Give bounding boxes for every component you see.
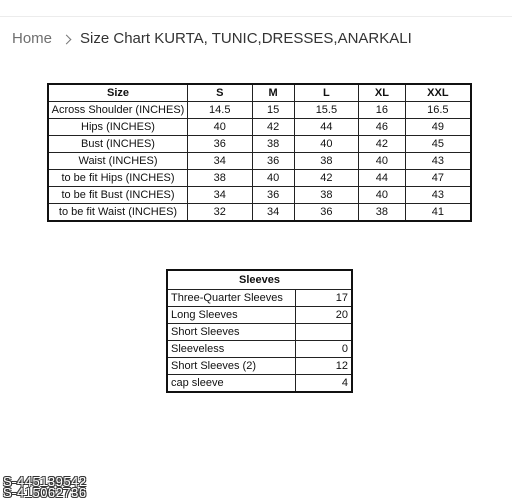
size-chart-cell: 45 <box>405 136 471 153</box>
sleeves-header-row <box>167 270 352 290</box>
size-chart-measurement-label: Hips (INCHES) <box>48 119 188 136</box>
size-chart-cell: 40 <box>359 187 406 204</box>
sleeve-type-label: Short Sleeves <box>167 324 296 341</box>
size-chart-cell: 42 <box>359 136 406 153</box>
size-chart-cell: 38 <box>188 170 253 187</box>
sleeve-count: 20 <box>296 307 353 324</box>
sleeves-table <box>166 269 353 393</box>
size-chart-cell: 47 <box>405 170 471 187</box>
sleeve-count: 4 <box>296 375 353 393</box>
size-chart-measurement-label: Across Shoulder (INCHES) <box>48 102 188 119</box>
size-chart-cell: 34 <box>188 187 253 204</box>
top-divider <box>0 16 512 17</box>
table-row <box>167 290 352 307</box>
size-chart-table <box>47 83 472 222</box>
size-chart-cell: 34 <box>252 204 294 222</box>
size-chart-cell: 15 <box>252 102 294 119</box>
size-chart-cell: 38 <box>294 153 359 170</box>
size-chart-header-cell: XL <box>359 84 406 102</box>
size-chart-measurement-label: Bust (INCHES) <box>48 136 188 153</box>
size-chart-cell: 36 <box>188 136 253 153</box>
size-chart-measurement-label: to be fit Waist (INCHES) <box>48 204 188 222</box>
sleeve-type-label: Sleeveless <box>167 341 296 358</box>
size-chart-header-cell: M <box>252 84 294 102</box>
table-row <box>48 170 471 187</box>
size-chart-cell: 38 <box>359 204 406 222</box>
size-chart-header-cell: XXL <box>405 84 471 102</box>
table-row <box>48 153 471 170</box>
table-row <box>167 307 352 324</box>
chevron-right-icon <box>62 34 72 44</box>
size-chart-cell: 40 <box>252 170 294 187</box>
size-chart-measurement-label: to be fit Hips (INCHES) <box>48 170 188 187</box>
size-chart-cell: 40 <box>294 136 359 153</box>
table-row <box>48 187 471 204</box>
size-chart-cell: 15.5 <box>294 102 359 119</box>
size-chart-cell: 32 <box>188 204 253 222</box>
sleeve-count <box>296 324 353 341</box>
size-chart-cell: 44 <box>359 170 406 187</box>
table-row <box>48 119 471 136</box>
sleeve-count: 17 <box>296 290 353 307</box>
size-chart-cell: 16.5 <box>405 102 471 119</box>
size-chart-cell: 43 <box>405 153 471 170</box>
table-row <box>48 204 471 222</box>
watermark-id-2: S-415062736 <box>3 485 87 500</box>
sleeve-type-label: Short Sleeves (2) <box>167 358 296 375</box>
size-chart-cell: 34 <box>188 153 253 170</box>
size-chart-cell: 16 <box>359 102 406 119</box>
sleeve-count: 0 <box>296 341 353 358</box>
size-chart-measurement-label: Waist (INCHES) <box>48 153 188 170</box>
sleeves-title: Sleeves <box>167 270 352 290</box>
table-row <box>48 102 471 119</box>
sleeve-type-label: Three-Quarter Sleeves <box>167 290 296 307</box>
size-chart-cell: 44 <box>294 119 359 136</box>
size-chart-cell: 43 <box>405 187 471 204</box>
table-row <box>167 375 352 393</box>
size-chart-cell: 40 <box>188 119 253 136</box>
size-chart-cell: 36 <box>252 187 294 204</box>
size-chart-cell: 38 <box>252 136 294 153</box>
breadcrumb-current-page: Size Chart KURTA, TUNIC,DRESSES,ANARKALI <box>80 30 412 47</box>
breadcrumb-home-link[interactable]: Home <box>12 30 53 47</box>
size-chart-cell: 46 <box>359 119 406 136</box>
size-chart-cell: 40 <box>359 153 406 170</box>
size-chart-cell: 36 <box>252 153 294 170</box>
size-chart-cell: 36 <box>294 204 359 222</box>
size-chart-cell: 41 <box>405 204 471 222</box>
watermark-id-1: S-445139542 <box>3 474 87 489</box>
size-chart-header-cell: L <box>294 84 359 102</box>
size-chart-measurement-label: to be fit Bust (INCHES) <box>48 187 188 204</box>
size-chart-cell: 14.5 <box>188 102 253 119</box>
table-row <box>48 136 471 153</box>
size-chart-cell: 38 <box>294 187 359 204</box>
size-chart-header-cell: Size <box>48 84 188 102</box>
table-row <box>167 341 352 358</box>
sleeve-type-label: Long Sleeves <box>167 307 296 324</box>
size-chart-header-cell: S <box>188 84 253 102</box>
size-chart-cell: 49 <box>405 119 471 136</box>
breadcrumb <box>12 29 412 49</box>
table-row <box>167 358 352 375</box>
size-chart-header-row <box>48 84 471 102</box>
sleeve-type-label: cap sleeve <box>167 375 296 393</box>
size-chart-cell: 42 <box>252 119 294 136</box>
table-row <box>167 324 352 341</box>
sleeve-count: 12 <box>296 358 353 375</box>
size-chart-cell: 42 <box>294 170 359 187</box>
